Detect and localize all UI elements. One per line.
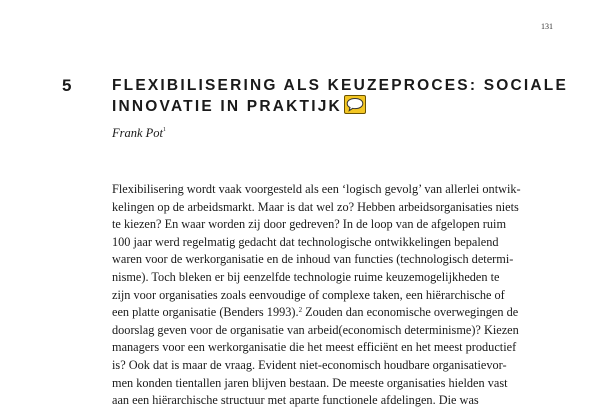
body-line: doorslag geven voor de organisatie van arbeid(economisch determinisme)? Kiezen bbox=[112, 322, 519, 337]
body-line-with-footnote bbox=[112, 304, 547, 322]
comment-icon[interactable] bbox=[344, 95, 366, 114]
body-line-part: een platte organisatie (Benders 1993). bbox=[112, 305, 299, 320]
body-paragraph bbox=[112, 181, 547, 410]
body-line: Flexibilisering wordt vaak voorgesteld als een ‘logisch gevolg’ van allerlei ontwik- bbox=[112, 182, 521, 196]
body-line: kelingen op de arbeidsmarkt. Maar is dat wel zo? Hebben arbeidsorganisaties niets bbox=[112, 199, 519, 214]
body-line-part: Zouden dan economische overwegingen de bbox=[302, 305, 519, 320]
body-line: zijn voor organisaties zoals eenvoudige of complexe taken, een hiërarchische of bbox=[112, 287, 505, 302]
author-footnote-marker: 1 bbox=[163, 127, 167, 133]
body-line: 100 jaar werd regelmatig gedacht dat technologische ontwikkelingen bepalend bbox=[112, 234, 499, 249]
chapter-number: 5 bbox=[62, 76, 72, 95]
body-line: men konden tientallen jaren blijven bestaan. De meeste organisaties hielden vast bbox=[112, 375, 508, 390]
author-line bbox=[112, 126, 166, 141]
chapter-title bbox=[112, 76, 572, 116]
body-line: nisme). Toch bleken er bij eenzelfde technologie ruime keuzemogelijkheden te bbox=[112, 269, 500, 284]
chapter-title-line-2: INNOVATIE IN PRAKTIJK bbox=[112, 98, 342, 115]
body-line: aan een hiërarchische structuur met aparte functionele afdelingen. Die was bbox=[112, 393, 479, 408]
body-line: is? Ook dat is maar de vraag. Evident niet-economisch houdbare organisatievor- bbox=[112, 357, 507, 372]
footnote-marker-2: 2 bbox=[298, 306, 303, 315]
page-number: 131 bbox=[541, 22, 553, 31]
author-name: Frank Pot bbox=[112, 126, 164, 140]
body-line: waren voor de werkorganisatie en de inhoud van functies (technologisch determi- bbox=[112, 252, 514, 267]
body-line: te kiezen? En waar worden zij door gedreven? In de loop van de afgelopen ruim bbox=[112, 217, 507, 232]
chapter-title-line-1: FLEXIBILISERING ALS KEUZEPROCES: SOCIALE bbox=[112, 77, 569, 94]
body-line: managers voor een werkorganisatie die het meest efficiënt en het meest productief bbox=[112, 340, 517, 355]
